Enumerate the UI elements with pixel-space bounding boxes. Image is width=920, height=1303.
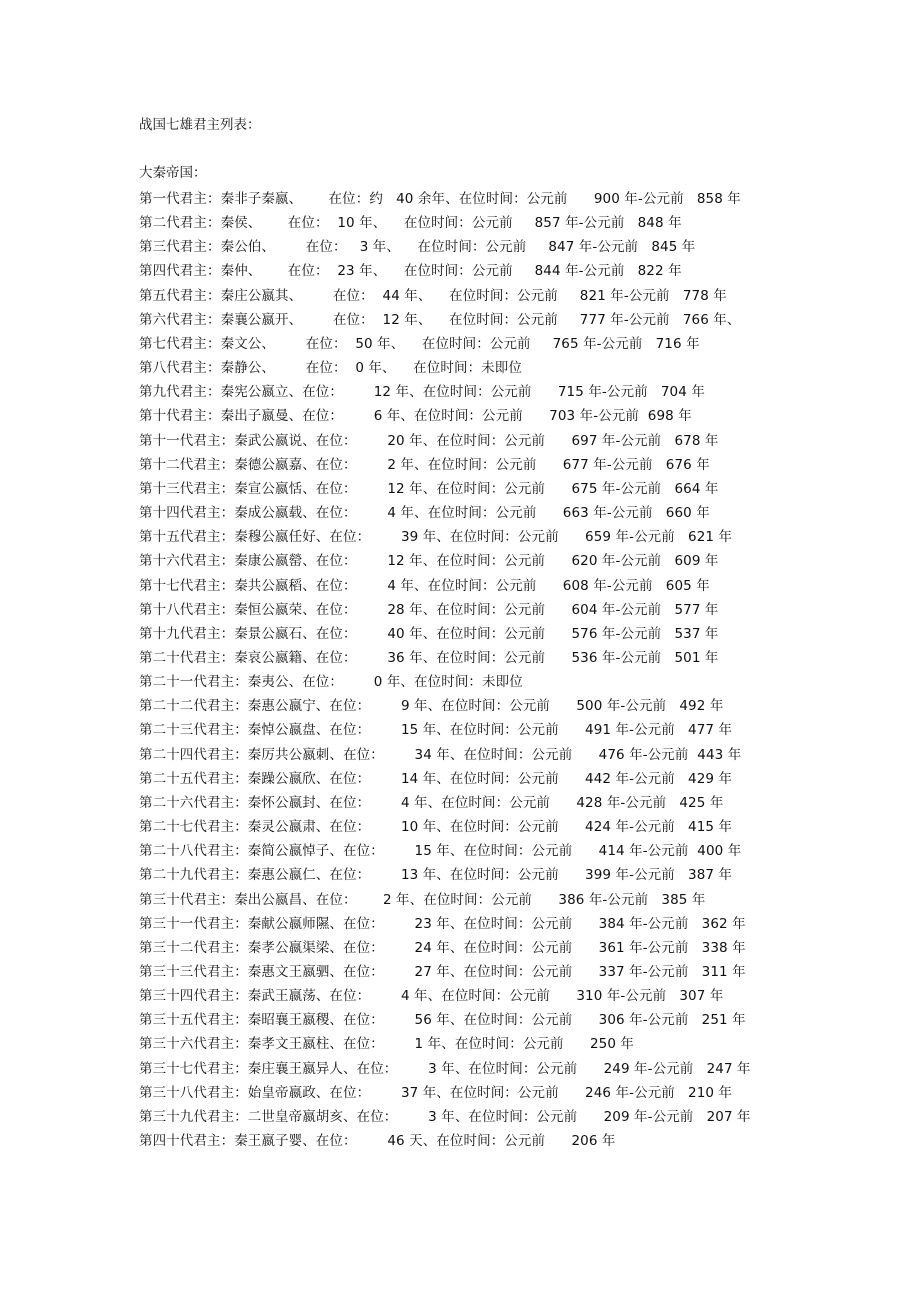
ruler-row: 第三十四代君主：秦武王嬴荡、在位： 4 年、在位时间：公元前 310 年-公元前 307 年 xyxy=(139,988,724,1005)
ruler-row: 第三十九代君主：二世皇帝嬴胡亥、在位： 3 年、在位时间：公元前 209 年-公元前 207 年 xyxy=(139,1108,751,1125)
ruler-row: 第十六代君主：秦康公嬴罃、在位： 12 年、在位时间：公元前 620 年-公元前 609 年 xyxy=(139,553,719,570)
ruler-row: 第三十七代君主：秦庄襄王嬴异人、在位： 3 年、在位时间：公元前 249 年-公元前 247 年 xyxy=(139,1060,751,1077)
ruler-row: 第十二代君主：秦德公嬴嘉、在位： 2 年、在位时间：公元前 677 年-公元前 676 年 xyxy=(139,456,710,473)
ruler-row: 第三代君主：秦公伯、 在位： 3 年、 在位时间：公元前 847 年-公元前 845 年 xyxy=(139,239,696,256)
ruler-row: 第二十九代君主：秦惠公嬴仁、在位： 13 年、在位时间：公元前 399 年-公元前 387 年 xyxy=(139,867,733,884)
ruler-row: 第十八代君主：秦恒公嬴荣、在位： 28 年、在位时间：公元前 604 年-公元前 577 年 xyxy=(139,601,719,618)
ruler-row: 第五代君主：秦庄公嬴其、 在位： 44 年、 在位时间：公元前 821 年-公元前 778 年 xyxy=(139,287,727,304)
ruler-row: 第十九代君主：秦景公嬴石、在位： 40 年、在位时间：公元前 576 年-公元前 537 年 xyxy=(139,625,719,642)
ruler-row: 第二十三代君主：秦悼公嬴盘、在位： 15 年、在位时间：公元前 491 年-公元前 477 年 xyxy=(139,722,733,739)
ruler-row: 第十三代君主：秦宣公嬴恬、在位： 12 年、在位时间：公元前 675 年-公元前 664 年 xyxy=(139,480,719,497)
ruler-row: 第三十一代君主：秦献公嬴师隰、在位： 23 年、在位时间：公元前 384 年-公元前 362 年 xyxy=(139,915,746,932)
ruler-row: 第二十七代君主：秦灵公嬴肃、在位： 10 年、在位时间：公元前 424 年-公元前 415 年 xyxy=(139,819,733,836)
section-heading-qin: 大秦帝国： xyxy=(139,165,207,181)
ruler-row: 第十五代君主：秦穆公嬴任好、在位： 39 年、在位时间：公元前 659 年-公元前 621 年 xyxy=(139,529,733,546)
ruler-row: 第二十代君主：秦哀公嬴籍、在位： 36 年、在位时间：公元前 536 年-公元前 501 年 xyxy=(139,649,719,666)
ruler-row: 第七代君主：秦文公、 在位： 50 年、 在位时间：公元前 765 年-公元前 716 年 xyxy=(139,335,700,352)
ruler-row: 第六代君主：秦襄公嬴开、 在位： 12 年、 在位时间：公元前 777 年-公元前 766 年、 xyxy=(139,311,741,328)
ruler-row: 第十四代君主：秦成公嬴载、在位： 4 年、在位时间：公元前 663 年-公元前 660 年 xyxy=(139,505,710,522)
ruler-row: 第四代君主：秦仲、 在位： 23 年、 在位时间：公元前 844 年-公元前 822 年 xyxy=(139,263,682,280)
ruler-row: 第二十一代君主：秦夷公、在位： 0 年、在位时间：未即位 xyxy=(139,674,523,691)
ruler-row: 第一代君主：秦非子秦嬴、 在位：约 40 余年、在位时间：公元前 900 年-公元前 858 年 xyxy=(139,191,741,207)
ruler-row: 第三十二代君主：秦孝公嬴渠梁、在位： 24 年、在位时间：公元前 361 年-公元前 338 年 xyxy=(139,939,746,956)
ruler-row: 第二十八代君主：秦简公嬴悼子、在位： 15 年、在位时间：公元前 414 年-公元前 400 年 xyxy=(139,843,742,860)
ruler-list xyxy=(139,187,751,1153)
ruler-row: 第三十八代君主：始皇帝嬴政、在位： 37 年、在位时间：公元前 246 年-公元前 210 年 xyxy=(139,1084,733,1101)
ruler-row: 第三十五代君主：秦昭襄王嬴稷、在位： 56 年、在位时间：公元前 306 年-公元前 251 年 xyxy=(139,1012,746,1029)
ruler-row: 第三十代君主：秦出公嬴昌、在位： 2 年、在位时间：公元前 386 年-公元前 385 年 xyxy=(139,891,706,908)
ruler-row: 第十代君主：秦出子嬴曼、在位： 6 年、在位时间：公元前 703 年-公元前 698 年 xyxy=(139,408,692,425)
ruler-row: 第十七代君主：秦共公嬴稻、在位： 4 年、在位时间：公元前 608 年-公元前 605 年 xyxy=(139,577,710,594)
ruler-row: 第三十六代君主：秦孝文王嬴柱、在位： 1 年、在位时间：公元前 250 年 xyxy=(139,1036,635,1053)
ruler-row: 第二十二代君主：秦惠公嬴宁、在位： 9 年、在位时间：公元前 500 年-公元前 492 年 xyxy=(139,698,724,715)
ruler-row: 第十一代君主：秦武公嬴说、在位： 20 年、在位时间：公元前 697 年-公元前 678 年 xyxy=(139,432,719,449)
document-title: 战国七雄君主列表： xyxy=(139,117,261,133)
ruler-row: 第四十代君主：秦王嬴子婴、在位： 46 天、在位时间：公元前 206 年 xyxy=(139,1133,616,1150)
ruler-row: 第三十三代君主：秦惠文王嬴驷、在位： 27 年、在位时间：公元前 337 年-公元前 311 年 xyxy=(139,964,746,980)
ruler-row: 第二十五代君主：秦躁公嬴欣、在位： 14 年、在位时间：公元前 442 年-公元前 429 年 xyxy=(139,770,733,787)
ruler-row: 第九代君主：秦宪公嬴立、在位： 12 年、在位时间：公元前 715 年-公元前 704 年 xyxy=(139,384,705,401)
ruler-row: 第二十四代君主：秦厉共公嬴刺、在位： 34 年、在位时间：公元前 476 年-公元前 443 年 xyxy=(139,746,742,763)
ruler-row: 第八代君主：秦静公、 在位： 0 年、 在位时间：未即位 xyxy=(139,360,522,377)
ruler-row: 第二十六代君主：秦怀公嬴封、在位： 4 年、在位时间：公元前 428 年-公元前 425 年 xyxy=(139,794,724,811)
ruler-row: 第二代君主：秦侯、 在位： 10 年、 在位时间：公元前 857 年-公元前 848 年 xyxy=(139,215,682,232)
